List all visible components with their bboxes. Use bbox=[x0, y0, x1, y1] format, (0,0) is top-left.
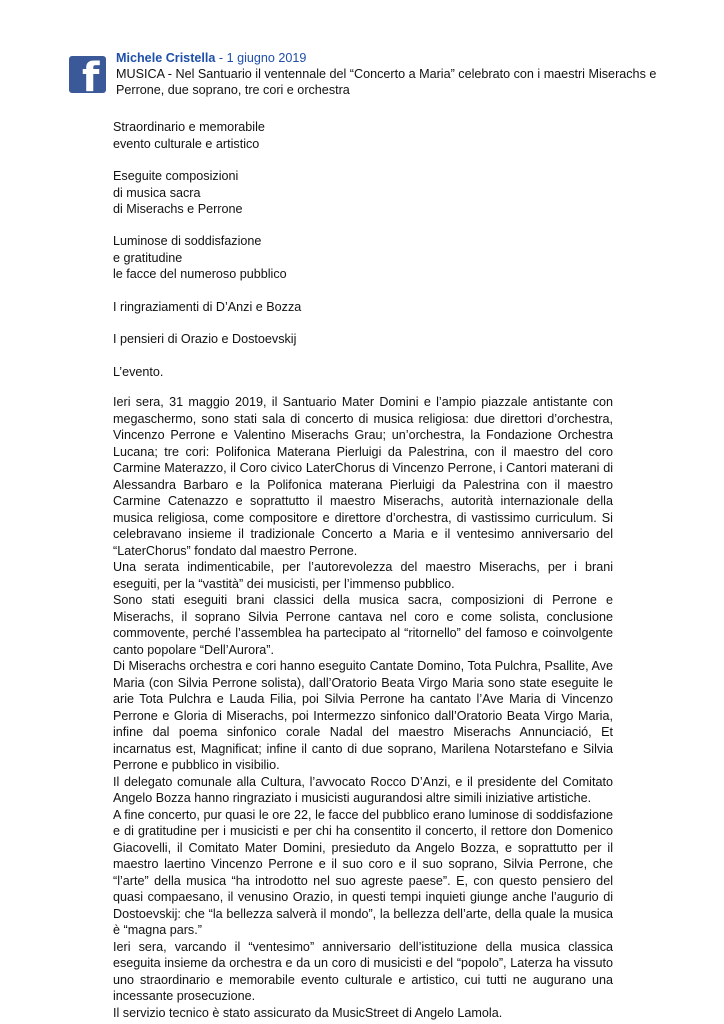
article-paragraph: Sono stati eseguiti brani classici della musica sacra, composizioni di Perrone e Miserachs, il soprano Silvia Perrone cantava nel coro e come solista, conclusione commovente, perché l’assemblea ha partecipato al “ritornello” del famoso e coinvolgente canto popolare “Dell’Aurora”. bbox=[113, 593, 613, 657]
summary-block-5 bbox=[113, 331, 296, 348]
facebook-icon: f bbox=[69, 56, 106, 93]
article-body bbox=[113, 394, 613, 1021]
summary-line: I ringraziamenti di D’Anzi e Bozza bbox=[113, 300, 302, 314]
summary-line: L’evento. bbox=[113, 365, 164, 379]
article-paragraph: Di Miserachs orchestra e cori hanno eseguito Cantate Domino, Tota Pulchra, Psallite, Ave Maria (con Silvia Perrone solista), dall’Oratorio Beata Virgo Maria sono state eseguite le arie Tota Pulchra e Lauda Filia, poi Silvia Perrone ha cantato l’Ave Maria di Vincenzo Perrone e Gloria di Miserachs, poi Intermezzo sinfonico dall’Oratorio Beata Virgo Maria, infine dal poema sinfonico corale Nadal del maestro Miserachs Annunciació, Et incarnatus est, Magnificat; infine il canto di due soprano, Marilena Notarstefano e Silvia Perrone e pubblico in visibilio. bbox=[113, 659, 613, 772]
summary-line: di Miserachs e Perrone bbox=[113, 202, 243, 216]
summary-line: Straordinario e memorabile bbox=[113, 120, 265, 134]
article-paragraph: Una serata indimenticabile, per l’autorevolezza del maestro Miserachs, per i brani eseguiti, per la “vastità” dei musicisti, per l’immenso pubblico. bbox=[113, 560, 613, 591]
summary-line: e gratitudine bbox=[113, 250, 183, 265]
summary-block-6 bbox=[113, 364, 163, 381]
summary-block-1 bbox=[113, 119, 265, 152]
article-paragraph: Il delegato comunale alla Cultura, l’avvocato Rocco D’Anzi, e il presidente del Comitato Angelo Bozza hanno ringraziato i musicisti augurandosi altre simili iniziative artistiche. bbox=[113, 774, 613, 805]
post-title: MUSICA - Nel Santuario il ventennale del “Concerto a Maria” celebrato con i maestri Miserachs e Perrone, due soprano, tre cori e orchestra bbox=[116, 67, 657, 97]
summary-line: Eseguite composizioni bbox=[113, 169, 239, 183]
summary-line: I pensieri di Orazio e Dostoevskij bbox=[113, 332, 297, 346]
summary-block-3 bbox=[113, 233, 287, 283]
article-paragraph: Ieri sera, 31 maggio 2019, il Santuario Mater Domini e l’ampio piazzale antistante con megaschermo, sono stati sala di concerto di musica religiosa: due direttori d’orchestra, Vincenzo Perrone e Valentino Miserachs Grau; un’orchestra, la Fondazione Orchestra Lucana; tre cori: Polifonica Materana Pierluigi da Palestrina, con il maestro del coro Carmine Materazzo, il Coro civico LaterChorus di Vincenzo Perrone, i Cantori materani di Alessandra Barbaro e la Polifonica materana Pierluigi da Palestrina con il maestro Carmine Catenazzo e soprattutto il maestro Miserachs, autorità internazionale della musica religiosa, come compositore e direttore d’orchestra, di vastissimo curriculum. Si celebravano insieme il tradizionale Concerto a Maria e il ventesimo anniversario del “LaterChorus” fondato dal maestro Perrone. bbox=[113, 395, 613, 558]
summary-line: di musica sacra bbox=[113, 185, 201, 200]
summary-line: le facce del numeroso pubblico bbox=[113, 267, 287, 281]
post-date: - 1 giugno 2019 bbox=[215, 51, 307, 65]
article-paragraph: Il servizio tecnico è stato assicurato da MusicStreet di Angelo Lamola. bbox=[113, 1005, 503, 1020]
article-paragraph: A fine concerto, pur quasi le ore 22, le facce del pubblico erano luminose di soddisfazione e di gratitudine per i musicisti e per chi ha consentito il concerto, il rettore don Domenico Giacovelli, il Comitato Mater Domini, presieduto da Angelo Bozza, e soprattutto per il maestro laertino Vincenzo Perrone e il suo coro e il suo soprano, Silvia Perrone, che “l’arte” della musica “ha introdotto nel suo agreste paese”. E, con questo pensiero del quasi compaesano, il venusino Orazio, in questi tempi inquieti giunge anche l’augurio di Dostoevskij: che “la bellezza salverà il mondo”, la bellezza dell’arte, della quale la musica è “magna pars.” bbox=[113, 807, 613, 937]
author-name[interactable]: Michele Cristella bbox=[116, 51, 216, 65]
summary-block-2 bbox=[113, 168, 243, 218]
header-text bbox=[116, 50, 696, 98]
summary-block-4 bbox=[113, 299, 301, 316]
summary-line: Luminose di soddisfazione bbox=[113, 234, 262, 248]
article-paragraph: Ieri sera, varcando il “ventesimo” anniversario dell’istituzione della musica classica eseguita insieme da orchestra e da un coro di musicisti e del “popolo”, Laterza ha vissuto uno straordinario e memorabile evento culturale e artistico, cui tutti ne augurano una incessante prosecuzione. bbox=[113, 939, 613, 1003]
summary-line: evento culturale e artistico bbox=[113, 136, 260, 151]
